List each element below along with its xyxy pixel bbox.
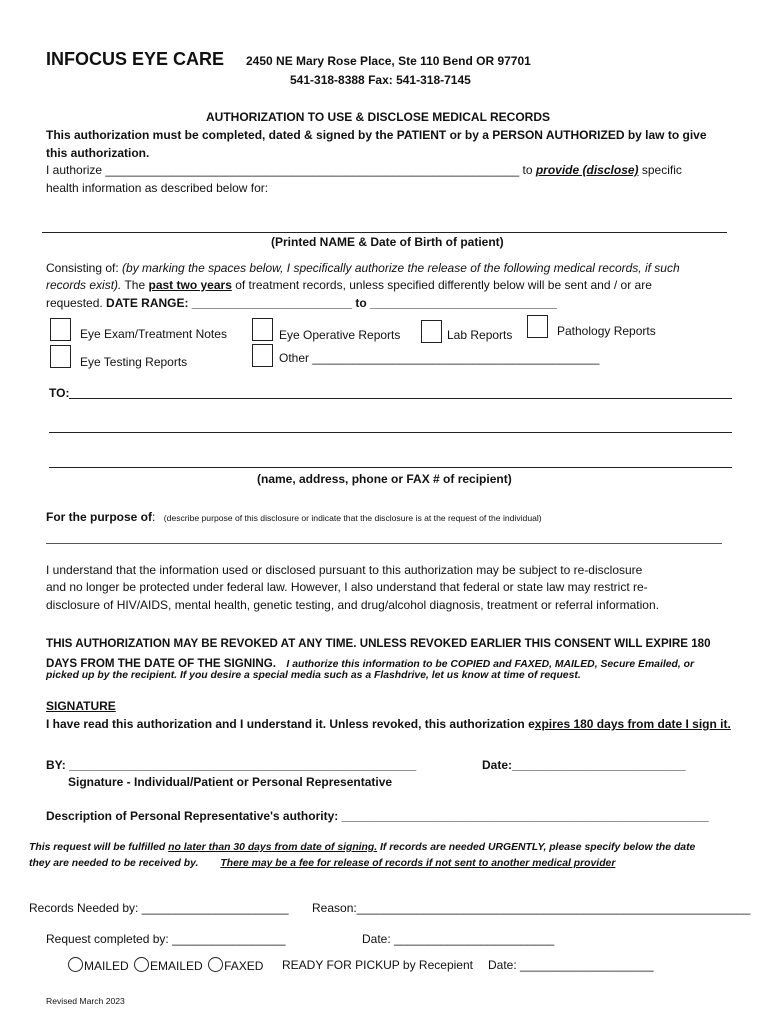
purpose-field-line[interactable] bbox=[46, 543, 722, 544]
label-mailed: MAILED bbox=[84, 959, 129, 973]
checkbox-pathology[interactable] bbox=[527, 315, 548, 338]
purpose-colon: : bbox=[152, 510, 156, 524]
patient-name-line[interactable] bbox=[42, 232, 727, 233]
label-eye-testing: Eye Testing Reports bbox=[80, 355, 188, 369]
consisting-mid-b: of treatment records, unless specified differently below will be sent and / or are bbox=[231, 278, 652, 292]
patient-name-caption: (Printed NAME & Date of Birth of patient) bbox=[271, 235, 504, 249]
records-needed-field[interactable]: Records Needed by: ______________________ bbox=[29, 901, 289, 915]
purpose-line bbox=[46, 508, 542, 526]
purpose-hint: (describe purpose of this disclosure or indicate that the disclosure is at the request of the individual) bbox=[163, 513, 542, 523]
fulfill-line1 bbox=[29, 842, 695, 853]
revoke-line2-bold: DAYS FROM THE DATE OF THE SIGNING. bbox=[46, 657, 276, 670]
authorize-action: provide (disclose) bbox=[535, 163, 639, 177]
radio-emailed[interactable] bbox=[134, 957, 149, 972]
intro-bold-line2: this authorization. bbox=[46, 146, 150, 160]
consisting-italic1: (by marking the spaces below, I specifically authorize the release of the following medical records, if such bbox=[122, 261, 680, 275]
revised-footer: Revised March 2023 bbox=[46, 996, 125, 1006]
consisting-line3 bbox=[46, 296, 557, 310]
fulfill-line1-a: This request will be fulfilled bbox=[29, 842, 169, 853]
company-name: INFOCUS EYE CARE bbox=[46, 49, 225, 69]
label-pathology: Pathology Reports bbox=[557, 324, 656, 338]
authorize-suffix: specific bbox=[638, 163, 682, 177]
revoke-line2-italic: I authorize this information to be COPIED and FAXED, MAILED, Secure Emailed, or bbox=[286, 659, 695, 670]
revoke-line3: picked up by the recipient. If you desire a special media such as a Flashdrive, let us know at time of request. bbox=[46, 670, 581, 681]
fulfill-line2-a: they are needed to be received by. bbox=[29, 858, 199, 869]
delivery-options bbox=[68, 957, 263, 973]
completed-by-field[interactable]: Request completed by: _________________ bbox=[46, 932, 286, 946]
label-emailed: EMAILED bbox=[150, 959, 203, 973]
label-faxed: FAXED bbox=[224, 959, 264, 973]
pickup-label: READY FOR PICKUP by Recepient bbox=[282, 958, 473, 972]
recipient-line-2[interactable] bbox=[49, 432, 732, 433]
authorize-provider-blank[interactable]: ______________________________________________________________ bbox=[105, 163, 520, 177]
fulfill-line1-b: If records are needed URGENTLY, please specify below the date bbox=[377, 842, 696, 853]
radio-mailed[interactable] bbox=[68, 957, 83, 972]
consisting-mid-a: The bbox=[121, 278, 149, 292]
revoke-line1: THIS AUTHORIZATION MAY BE REVOKED AT ANY TIME. UNLESS REVOKED EARLIER THIS CONSENT WILL EXPIRE 180 bbox=[46, 637, 711, 650]
understand-line1: I understand that the information used or disclosed pursuant to this authorization may be subject to re-disclosure bbox=[46, 563, 643, 577]
fulfill-line2-u: There may be a fee for release of records if not sent to another medical provider bbox=[220, 858, 616, 869]
intro-bold-line1: This authorization must be completed, dated & signed by the PATIENT or by a PERSON AUTHORIZED by law to give bbox=[46, 128, 707, 142]
signature-heading: SIGNATURE bbox=[46, 699, 116, 713]
intro-line2: health information as described below for: bbox=[46, 181, 269, 195]
pickup-date-field[interactable]: Date: ____________________ bbox=[488, 958, 654, 972]
signature-statement-a: I have read this authorization and I understand it. Unless revoked, this authorization e bbox=[46, 717, 535, 731]
consisting-italic2: records exist). bbox=[46, 278, 122, 292]
consisting-line2 bbox=[46, 278, 652, 292]
consisting-line1 bbox=[46, 261, 680, 275]
to-label: TO: bbox=[49, 386, 70, 400]
signature-date-field[interactable]: Date:__________________________ bbox=[482, 758, 686, 772]
checkbox-eye-testing[interactable] bbox=[50, 345, 71, 368]
checkbox-eye-operative[interactable] bbox=[252, 318, 273, 341]
past-two-years: past two years bbox=[148, 278, 232, 292]
radio-faxed[interactable] bbox=[208, 957, 223, 972]
label-eye-exam: Eye Exam/Treatment Notes bbox=[80, 327, 227, 341]
date-range-field[interactable]: DATE RANGE: ________________________ bbox=[106, 296, 352, 310]
recipient-line-1[interactable] bbox=[69, 398, 732, 399]
authorize-to: to bbox=[519, 163, 536, 177]
label-lab-reports: Lab Reports bbox=[447, 328, 513, 342]
label-other[interactable]: Other ___________________________________________ bbox=[279, 351, 600, 365]
fulfill-line1-u: no later than 30 days from date of signing. bbox=[168, 842, 378, 853]
recipient-caption: (name, address, phone or FAX # of recipient) bbox=[257, 472, 512, 486]
consisting-prefix: Consisting of: bbox=[46, 261, 123, 275]
signature-by-field[interactable]: BY: ____________________________________________________ bbox=[46, 758, 417, 772]
company-address: 2450 NE Mary Rose Place, Ste 110 Bend OR 97701 bbox=[246, 54, 531, 68]
signature-statement-b: xpires 180 days from date I sign it. bbox=[534, 717, 731, 731]
understand-line3: disclosure of HIV/AIDS, mental health, genetic testing, and drug/alcohol diagnosis, treatment or referral information. bbox=[46, 598, 659, 612]
signature-caption: Signature - Individual/Patient or Personal Representative bbox=[68, 775, 393, 789]
checkbox-eye-exam[interactable] bbox=[50, 318, 71, 341]
label-eye-operative: Eye Operative Reports bbox=[279, 328, 401, 342]
rep-authority-field[interactable]: Description of Personal Representative's authority: _______________________________________________________ bbox=[46, 809, 709, 823]
authorize-line bbox=[46, 163, 682, 177]
reason-field[interactable]: Reason:___________________________________________________________ bbox=[312, 901, 751, 915]
authorize-prefix: I authorize bbox=[46, 163, 106, 177]
company-phones: 541-318-8388 Fax: 541-318-7145 bbox=[290, 73, 471, 87]
date-range-to-field[interactable]: to ____________________________ bbox=[352, 296, 557, 310]
purpose-label: For the purpose of bbox=[46, 510, 152, 524]
checkbox-lab-reports[interactable] bbox=[421, 320, 442, 343]
checkbox-other[interactable] bbox=[252, 344, 273, 367]
requested-label: requested. bbox=[46, 296, 107, 310]
recipient-line-3[interactable] bbox=[49, 467, 732, 468]
fulfill-line2 bbox=[29, 858, 615, 869]
understand-line2: and no longer be protected under federal law. However, I also understand that federal or state law may restrict re- bbox=[46, 580, 648, 594]
page-title: AUTHORIZATION TO USE & DISCLOSE MEDICAL RECORDS bbox=[206, 110, 551, 124]
signature-statement bbox=[46, 717, 731, 731]
completed-date-field[interactable]: Date: ________________________ bbox=[362, 932, 555, 946]
